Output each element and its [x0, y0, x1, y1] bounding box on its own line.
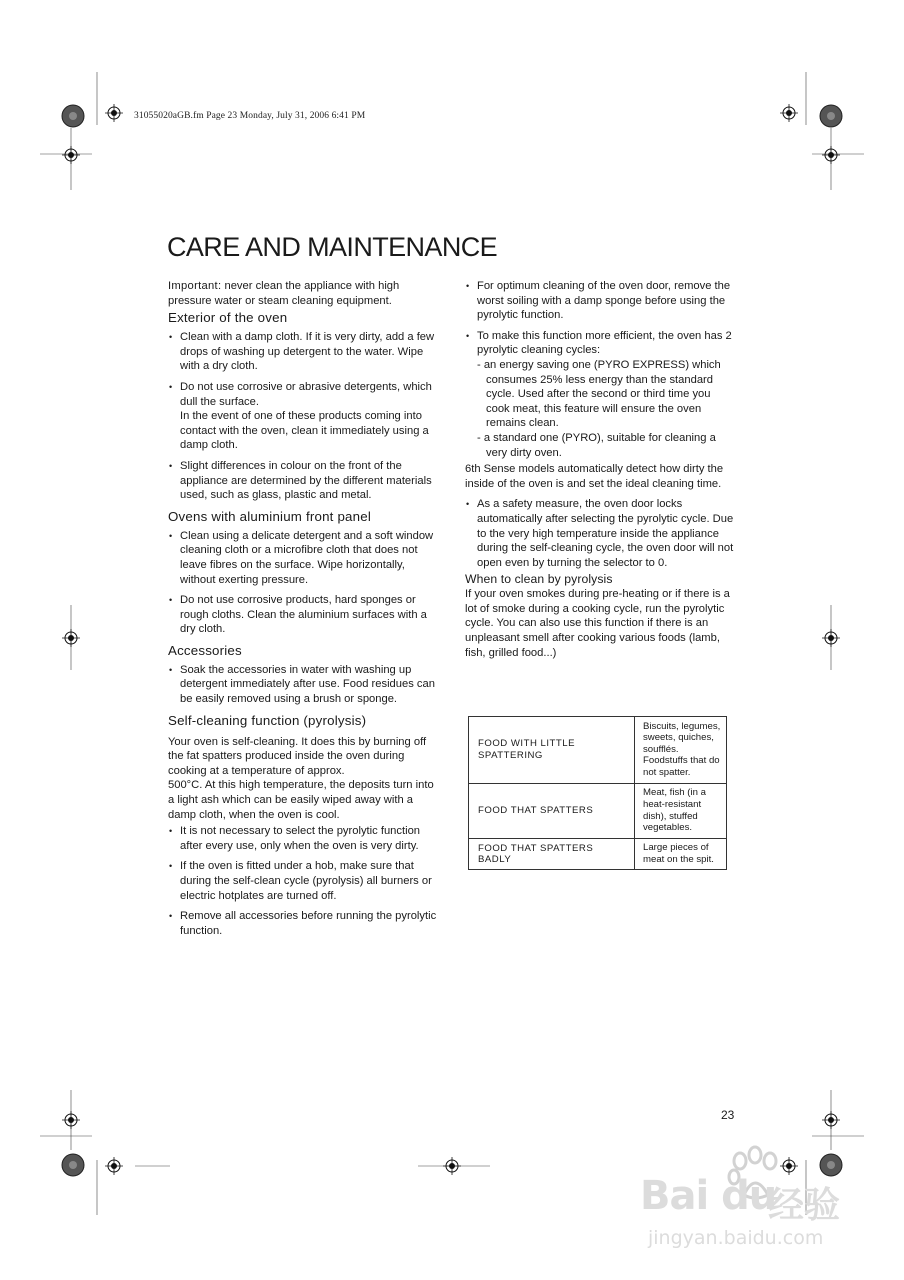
self-cleaning-heading: Self-cleaning function (pyrolysis) [168, 712, 367, 728]
baidu-watermark [640, 1145, 870, 1255]
list-item: • Clean using a delicate detergent and a soft window cleaning cloth or a microfibre cloth that does not leave fibres on the surface. Wipe horizontally, without exerting pressure. [168, 529, 438, 587]
exterior-heading: Exterior of the oven [168, 310, 288, 326]
important-text: never clean the appliance with high pressure water or steam cleaning equipment. [168, 280, 400, 307]
right-column [465, 279, 735, 662]
sixth-sense-text: 6th Sense models automatically detect how dirty the inside of the oven is and set the ideal cleaning time. [465, 463, 724, 490]
accessories-list [168, 663, 438, 707]
list-item: • Do not use corrosive or abrasive detergents, which dull the surface. In the event of one of these products coming into contact with the oven, clean it immediately using a damp cloth. [168, 380, 438, 453]
self-cleaning-list [168, 824, 438, 938]
file-info-header: 31055020aGB.fm Page 23 Monday, July 31, 2006 6:41 PM [134, 111, 366, 121]
pyro-standard-item: - a standard one (PYRO), suitable for cleaning a very dirty oven. [477, 431, 716, 459]
self-cleaning-intro: Your oven is self-cleaning. It does this by burning off the fat spatters produced inside the oven during cooking at a temperature of approx. 500°C. At this high temperature, the deposits turn into a light ash which can be easily wiped away with a damp cloth, when the oven is cool. [168, 735, 434, 821]
list-item: • As a safety measure, the oven door locks automatically after selecting the pyrolytic cycle. Due to the very high temperature inside the appliance during the self-cleaning cycle, the oven door will not open even by turning the selector to 0. [465, 497, 735, 570]
watermark-url: jingyan.baidu.com [648, 1227, 824, 1249]
list-item: • It is not necessary to select the pyrolytic function after every use, only when the oven is very dirty. [168, 824, 438, 853]
exterior-list [168, 330, 438, 503]
page-number: 23 [721, 1108, 735, 1122]
list-item: • To make this function more efficient, the oven has 2 pyrolytic cleaning cycles: - an energy saving one (PYRO EXPRESS) which consumes 25% less energy than the standard cycle. Used after the second or third time you cook meat, this feature will ensure the oven remains clean. - a standard one (PYRO), suitable for cleaning a very dirty oven. [465, 329, 735, 460]
door-list [465, 279, 735, 460]
list-item: • Clean with a damp cloth. If it is very dirty, add a few drops of washing up detergent to the water. Wipe with a dry cloth. [168, 330, 438, 374]
watermark-brand: Bai du [640, 1173, 777, 1219]
aluminium-list [168, 529, 438, 637]
important-label: Important: [168, 280, 222, 292]
accessories-heading: Accessories [168, 642, 242, 658]
table-row [469, 784, 727, 839]
food-category: FOOD WITH LITTLE SPATTERING [469, 717, 635, 784]
food-category: FOOD THAT SPATTERS [469, 784, 635, 839]
watermark-brand-cn: 经验 [768, 1185, 841, 1226]
page-title: CARE AND MAINTENANCE [167, 232, 498, 262]
food-examples: Large pieces of meat on the spit. [635, 839, 727, 870]
when-to-clean-heading: When to clean by pyrolysis [465, 572, 613, 587]
table-row [469, 839, 727, 870]
food-examples: Biscuits, legumes, sweets, quiches, soufflés. Foodstuffs that do not spatter. [635, 717, 727, 784]
list-item: • Slight differences in colour on the front of the appliance are determined by the different materials used, such as glass, plastic and metal. [168, 459, 438, 503]
list-item: • If the oven is fitted under a hob, make sure that during the self-clean cycle (pyrolysis) all burners or electric hotplates are turned off. [168, 859, 438, 903]
list-item: • Remove all accessories before running the pyrolytic function. [168, 909, 438, 938]
list-item: • Do not use corrosive products, hard sponges or rough cloths. Clean the aluminium surfaces with a dry cloth. [168, 593, 438, 637]
food-category: FOOD THAT SPATTERS BADLY [469, 839, 635, 870]
list-item: • For optimum cleaning of the oven door, remove the worst soiling with a damp sponge before using the pyrolytic function. [465, 279, 735, 323]
table-row [469, 717, 727, 784]
important-note [168, 279, 438, 308]
when-to-clean-text: If your oven smokes during pre-heating or if there is a lot of smoke during a cooking cycle, run the pyrolytic cycle. You can also use this function if there is an unpleasant smell after cooking various foods (lamb, fish, grilled food...) [465, 588, 730, 659]
aluminium-heading: Ovens with aluminium front panel [168, 508, 371, 524]
pyro-express-item: - an energy saving one (PYRO EXPRESS) which consumes 25% less energy than the standard cycle. Used after the second or third time you cook meat, this feature will ensure the oven remains clean. [477, 358, 721, 430]
left-column [168, 279, 438, 944]
food-spatter-table [468, 716, 727, 870]
safety-list [465, 497, 735, 570]
food-examples: Meat, fish (in a heat-resistant dish), stuffed vegetables. [635, 784, 727, 839]
list-item: • Soak the accessories in water with washing up detergent immediately after use. Food residues can be easily removed using a brush or sponge. [168, 663, 438, 707]
